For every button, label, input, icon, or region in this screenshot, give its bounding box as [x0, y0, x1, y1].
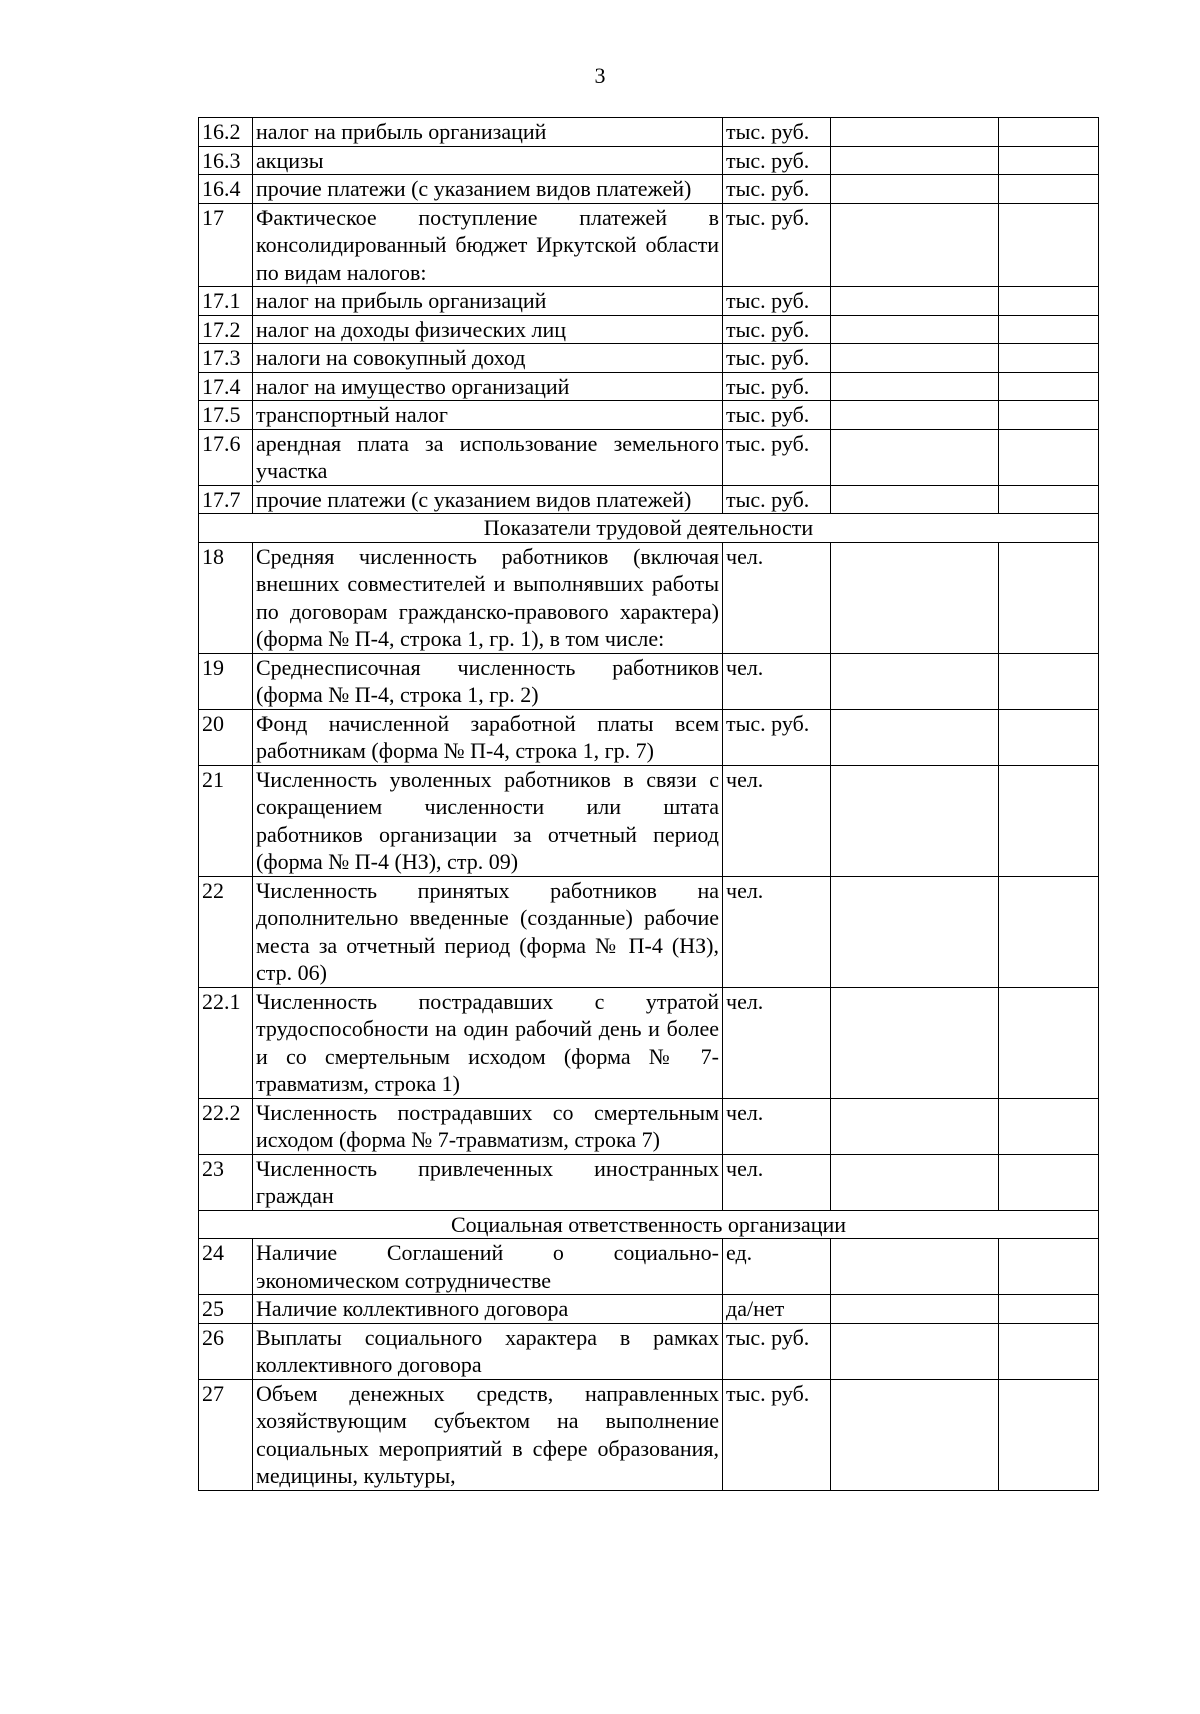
- section-header-row: [199, 1210, 1099, 1239]
- value-cell-2: [999, 653, 1099, 709]
- value-cell-2: [999, 146, 1099, 175]
- row-number-cell: 17.7: [199, 485, 253, 514]
- value-cell-1: [831, 765, 999, 876]
- value-cell-2: [999, 429, 1099, 485]
- page-number: 3: [594, 63, 606, 88]
- value-cell-2: [999, 1295, 1099, 1324]
- value-cell-1: [831, 1323, 999, 1379]
- value-cell-1: [831, 542, 999, 653]
- indicator-name-cell: арендная плата за использование земельного участка: [253, 429, 723, 485]
- table-row: [199, 344, 1099, 373]
- indicator-name-cell: прочие платежи (с указанием видов платежей): [253, 175, 723, 204]
- value-cell-2: [999, 876, 1099, 987]
- table-row: [199, 1379, 1099, 1490]
- table-row: [199, 146, 1099, 175]
- row-number-cell: 17: [199, 203, 253, 287]
- value-cell-1: [831, 344, 999, 373]
- value-cell-2: [999, 709, 1099, 765]
- row-number-cell: 17.3: [199, 344, 253, 373]
- row-number-cell: 16.3: [199, 146, 253, 175]
- indicator-name-cell: Численность пострадавших со смертельным исходом (форма № 7-травматизм, строка 7): [253, 1098, 723, 1154]
- table-row: [199, 765, 1099, 876]
- table-row: [199, 653, 1099, 709]
- row-number-cell: 27: [199, 1379, 253, 1490]
- value-cell-2: [999, 203, 1099, 287]
- row-number-cell: 17.2: [199, 315, 253, 344]
- value-cell-2: [999, 1239, 1099, 1295]
- row-number-cell: 18: [199, 542, 253, 653]
- table-row: [199, 1323, 1099, 1379]
- value-cell-2: [999, 542, 1099, 653]
- indicators-table-body: [199, 118, 1099, 1491]
- value-cell-1: [831, 653, 999, 709]
- unit-cell: тыс. руб.: [723, 203, 831, 287]
- indicator-name-cell: Наличие Соглашений о социально-экономическом сотрудничестве: [253, 1239, 723, 1295]
- value-cell-2: [999, 1379, 1099, 1490]
- value-cell-2: [999, 118, 1099, 147]
- unit-cell: тыс. руб.: [723, 118, 831, 147]
- row-number-cell: 16.4: [199, 175, 253, 204]
- row-number-cell: 22: [199, 876, 253, 987]
- table-row: [199, 1239, 1099, 1295]
- indicator-name-cell: Фонд начисленной заработной платы всем работникам (форма № П-4, строка 1, гр. 7): [253, 709, 723, 765]
- value-cell-1: [831, 876, 999, 987]
- table-row: [199, 987, 1099, 1098]
- unit-cell: тыс. руб.: [723, 401, 831, 430]
- value-cell-1: [831, 118, 999, 147]
- unit-cell: чел.: [723, 653, 831, 709]
- table-row: [199, 203, 1099, 287]
- row-number-cell: 23: [199, 1154, 253, 1210]
- unit-cell: тыс. руб.: [723, 429, 831, 485]
- value-cell-2: [999, 987, 1099, 1098]
- unit-cell: чел.: [723, 876, 831, 987]
- indicator-name-cell: Объем денежных средств, направленных хозяйствующим субъектом на выполнение социальных мероприятий в сфере образования, медицины, культуры,: [253, 1379, 723, 1490]
- value-cell-1: [831, 146, 999, 175]
- unit-cell: чел.: [723, 1098, 831, 1154]
- unit-cell: чел.: [723, 987, 831, 1098]
- value-cell-2: [999, 765, 1099, 876]
- row-number-cell: 25: [199, 1295, 253, 1324]
- unit-cell: да/нет: [723, 1295, 831, 1324]
- row-number-cell: 17.4: [199, 372, 253, 401]
- value-cell-1: [831, 1379, 999, 1490]
- value-cell-1: [831, 287, 999, 316]
- table-row: [199, 1098, 1099, 1154]
- unit-cell: тыс. руб.: [723, 175, 831, 204]
- value-cell-2: [999, 175, 1099, 204]
- indicator-name-cell: акцизы: [253, 146, 723, 175]
- value-cell-1: [831, 429, 999, 485]
- unit-cell: тыс. руб.: [723, 372, 831, 401]
- indicator-name-cell: налоги на совокупный доход: [253, 344, 723, 373]
- value-cell-1: [831, 709, 999, 765]
- row-number-cell: 17.5: [199, 401, 253, 430]
- unit-cell: тыс. руб.: [723, 344, 831, 373]
- value-cell-1: [831, 485, 999, 514]
- row-number-cell: 17.6: [199, 429, 253, 485]
- value-cell-1: [831, 175, 999, 204]
- table-row: [199, 175, 1099, 204]
- unit-cell: ед.: [723, 1239, 831, 1295]
- table-row: [199, 1154, 1099, 1210]
- row-number-cell: 20: [199, 709, 253, 765]
- indicator-name-cell: Средняя численность работников (включая внешних совместителей и выполнявших работы по договорам гражданско-правового характера) (форма № П-4, строка 1, гр. 1), в том числе:: [253, 542, 723, 653]
- indicator-name-cell: налог на имущество организаций: [253, 372, 723, 401]
- indicator-name-cell: Численность привлеченных иностранных граждан: [253, 1154, 723, 1210]
- table-row: [199, 429, 1099, 485]
- unit-cell: тыс. руб.: [723, 1323, 831, 1379]
- value-cell-1: [831, 1098, 999, 1154]
- row-number-cell: 22.1: [199, 987, 253, 1098]
- value-cell-2: [999, 372, 1099, 401]
- table-row: [199, 372, 1099, 401]
- unit-cell: тыс. руб.: [723, 315, 831, 344]
- value-cell-1: [831, 401, 999, 430]
- row-number-cell: 21: [199, 765, 253, 876]
- value-cell-1: [831, 315, 999, 344]
- indicator-name-cell: налог на прибыль организаций: [253, 118, 723, 147]
- unit-cell: тыс. руб.: [723, 287, 831, 316]
- row-number-cell: 16.2: [199, 118, 253, 147]
- row-number-cell: 24: [199, 1239, 253, 1295]
- indicator-name-cell: Наличие коллективного договора: [253, 1295, 723, 1324]
- section-title: Социальная ответственность организации: [199, 1210, 1099, 1239]
- indicator-name-cell: Среднесписочная численность работников (форма № П-4, строка 1, гр. 2): [253, 653, 723, 709]
- value-cell-1: [831, 372, 999, 401]
- unit-cell: чел.: [723, 1154, 831, 1210]
- section-header-row: [199, 514, 1099, 543]
- value-cell-2: [999, 344, 1099, 373]
- table-row: [199, 1295, 1099, 1324]
- indicator-name-cell: Численность пострадавших с утратой трудоспособности на один рабочий день и более и со смертельным исходом (форма № 7-травматизм, строка 1): [253, 987, 723, 1098]
- unit-cell: тыс. руб.: [723, 146, 831, 175]
- indicators-table: [198, 117, 1099, 1491]
- table-row: [199, 118, 1099, 147]
- unit-cell: тыс. руб.: [723, 485, 831, 514]
- indicator-name-cell: налог на доходы физических лиц: [253, 315, 723, 344]
- value-cell-2: [999, 1098, 1099, 1154]
- value-cell-1: [831, 1154, 999, 1210]
- table-row: [199, 401, 1099, 430]
- value-cell-2: [999, 287, 1099, 316]
- value-cell-1: [831, 203, 999, 287]
- table-row: [199, 485, 1099, 514]
- value-cell-2: [999, 315, 1099, 344]
- unit-cell: чел.: [723, 765, 831, 876]
- indicator-name-cell: Численность принятых работников на дополнительно введенные (созданные) рабочие места за отчетный период (форма № П-4 (НЗ), стр. 06): [253, 876, 723, 987]
- row-number-cell: 17.1: [199, 287, 253, 316]
- value-cell-1: [831, 1239, 999, 1295]
- value-cell-2: [999, 485, 1099, 514]
- indicator-name-cell: Численность уволенных работников в связи с сокращением численности или штата работников организации за отчетный период (форма № П-4 (НЗ), стр. 09): [253, 765, 723, 876]
- value-cell-2: [999, 401, 1099, 430]
- row-number-cell: 19: [199, 653, 253, 709]
- row-number-cell: 22.2: [199, 1098, 253, 1154]
- indicator-name-cell: Выплаты социального характера в рамках коллективного договора: [253, 1323, 723, 1379]
- row-number-cell: 26: [199, 1323, 253, 1379]
- indicator-name-cell: налог на прибыль организаций: [253, 287, 723, 316]
- value-cell-2: [999, 1323, 1099, 1379]
- unit-cell: тыс. руб.: [723, 709, 831, 765]
- indicator-name-cell: транспортный налог: [253, 401, 723, 430]
- table-row: [199, 315, 1099, 344]
- table-row: [199, 876, 1099, 987]
- table-row: [199, 287, 1099, 316]
- section-title: Показатели трудовой деятельности: [199, 514, 1099, 543]
- indicator-name-cell: прочие платежи (с указанием видов платежей): [253, 485, 723, 514]
- value-cell-1: [831, 1295, 999, 1324]
- table-row: [199, 709, 1099, 765]
- unit-cell: чел.: [723, 542, 831, 653]
- table-row: [199, 542, 1099, 653]
- unit-cell: тыс. руб.: [723, 1379, 831, 1490]
- indicator-name-cell: Фактическое поступление платежей в консолидированный бюджет Иркутской области по видам налогов:: [253, 203, 723, 287]
- value-cell-2: [999, 1154, 1099, 1210]
- value-cell-1: [831, 987, 999, 1098]
